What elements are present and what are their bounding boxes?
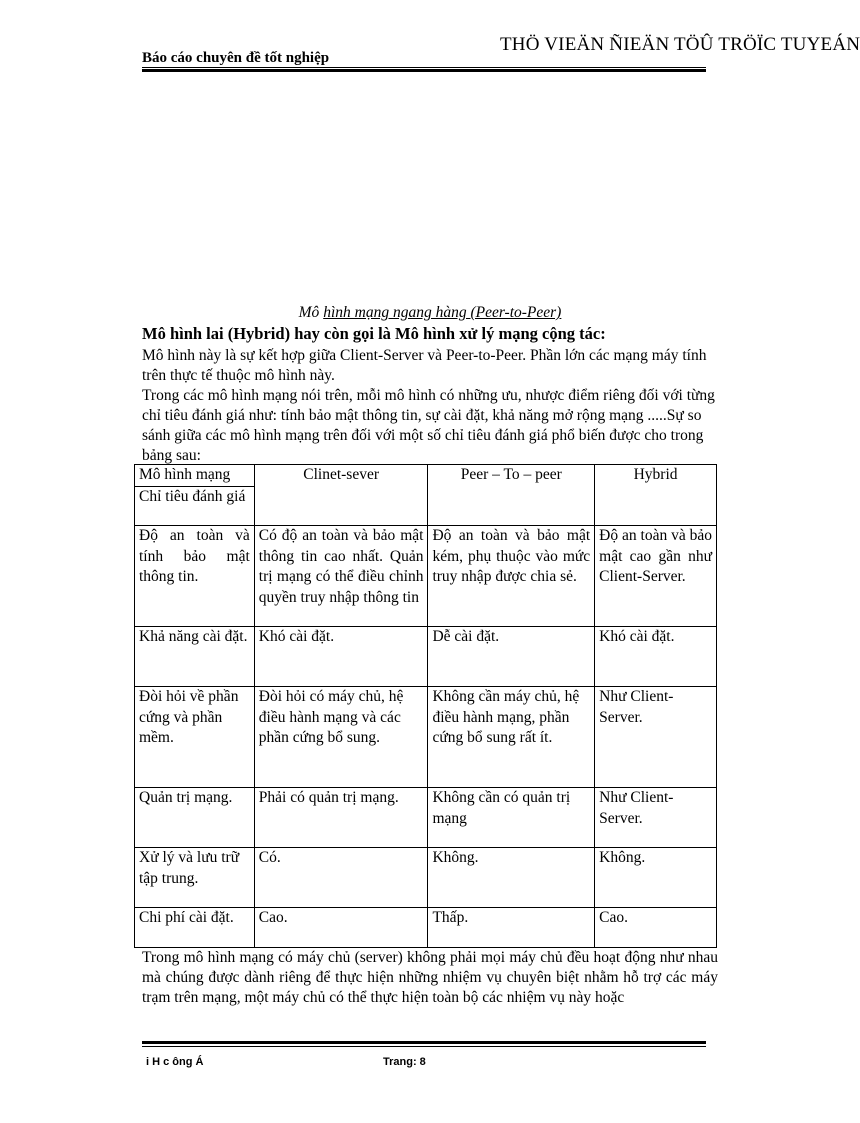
figure-caption-underlined: hình mạng ngang hàng (Peer-to-Peer)	[323, 304, 562, 321]
row-criterion: Độ an toàn và tính bảo mật thông tin.	[135, 526, 255, 627]
cell-peer-to-peer: Không.	[428, 848, 595, 908]
column-header-peer-to-peer: Peer – To – peer	[428, 465, 595, 526]
paragraph-server-roles: Trong mô hình mạng có máy chủ (server) không phải mọi máy chủ đều hoạt động như nhau mà chúng được dành riêng để thực hiện những nhiệm vụ chuyên biệt nhằm hỗ trợ các máy trạm trên mạng, một máy chủ có thể thực hiện toàn bộ các nhiệm vụ này hoặc	[142, 949, 718, 1006]
cell-hybrid: Như Client-Server.	[595, 687, 717, 788]
column-header-hybrid: Hybrid	[595, 465, 717, 526]
row-criterion: Khả năng cài đặt.	[135, 627, 255, 687]
table-row	[135, 687, 717, 788]
header-library-name: THÖ VIEÄN ÑIEÄN TÖÛ TRÖÏC TUYEÁN	[500, 34, 860, 55]
table-row	[135, 627, 717, 687]
cell-peer-to-peer: Thấp.	[428, 908, 595, 948]
cell-hybrid: Không.	[595, 848, 717, 908]
paragraph-hybrid-intro: Mô hình này là sự kết hợp giữa Client-Server và Peer-to-Peer. Phần lớn các mạng máy tính trên thực tế thuộc mô hình này.	[142, 347, 707, 384]
cell-hybrid: Khó cài đặt.	[595, 627, 717, 687]
row-criterion: Đòi hỏi về phần cứng và phần mềm.	[135, 687, 255, 788]
corner-label-model: Mô hình mạng	[135, 465, 254, 487]
table-row	[135, 788, 717, 848]
footer-rule-thick	[142, 1041, 706, 1044]
cell-client-server: Đòi hỏi có máy chủ, hệ điều hành mạng và các phần cứng bổ sung.	[254, 687, 428, 788]
footer-rule-thin	[142, 1046, 706, 1047]
section-heading: Mô hình lai (Hybrid) hay còn gọi là Mô hình xử lý mạng cộng tác:	[142, 324, 606, 343]
footer-institution: i H c ông Á	[146, 1056, 204, 1068]
cell-client-server: Cao.	[254, 908, 428, 948]
column-header-client-server: Clinet-sever	[254, 465, 428, 526]
row-criterion: Quản trị mạng.	[135, 788, 255, 848]
cell-peer-to-peer: Không cần máy chủ, hệ điều hành mạng, phần cứng bổ sung rất ít.	[428, 687, 595, 788]
comparison-table	[134, 464, 717, 948]
table-row	[135, 848, 717, 908]
cell-hybrid: Cao.	[595, 908, 717, 948]
cell-peer-to-peer: Không cần có quản trị mạng	[428, 788, 595, 848]
footer-page-number: Trang: 8	[383, 1056, 426, 1068]
row-criterion: Chi phí cài đặt.	[135, 908, 255, 948]
cell-peer-to-peer: Độ an toàn và bảo mật kém, phụ thuộc vào mức truy nhập được chia sẻ.	[428, 526, 595, 627]
table-row	[135, 526, 717, 627]
cell-hybrid: Như Client-Server.	[595, 788, 717, 848]
cell-client-server: Phải có quản trị mạng.	[254, 788, 428, 848]
table-corner-cell	[135, 465, 255, 526]
cell-hybrid: Độ an toàn và bảo mật cao gần như Client-Server.	[595, 526, 717, 627]
corner-label-criteria: Chỉ tiêu đánh giá	[139, 487, 246, 505]
cell-client-server: Có.	[254, 848, 428, 908]
header-document-title: Báo cáo chuyên đề tốt nghiệp	[142, 50, 330, 66]
cell-peer-to-peer: Dễ cài đặt.	[428, 627, 595, 687]
header-rule-thick	[142, 69, 706, 72]
row-criterion: Xử lý và lưu trữ tập trung.	[135, 848, 255, 908]
paragraph-comparison-intro: Trong các mô hình mạng nói trên, mỗi mô hình có những ưu, nhược điểm riêng đối với từng chỉ tiêu đánh giá như: tính bảo mật thông tin, sự cài đặt, khả năng mở rộng mạng .....Sự so sánh giữa các mô hình mạng trên đối với một số chỉ tiêu đánh giá phổ biến được cho trong bảng sau:	[142, 387, 715, 464]
cell-client-server: Khó cài đặt.	[254, 627, 428, 687]
table-header-row	[135, 465, 717, 526]
cell-client-server: Có độ an toàn và bảo mật thông tin cao nhất. Quản trị mạng có thể điều chỉnh quyền truy nhập thông tin	[254, 526, 428, 627]
figure-caption	[142, 304, 718, 322]
table-row	[135, 908, 717, 948]
figure-caption-prefix: Mô	[298, 304, 324, 321]
header-rule-thin	[142, 67, 706, 68]
